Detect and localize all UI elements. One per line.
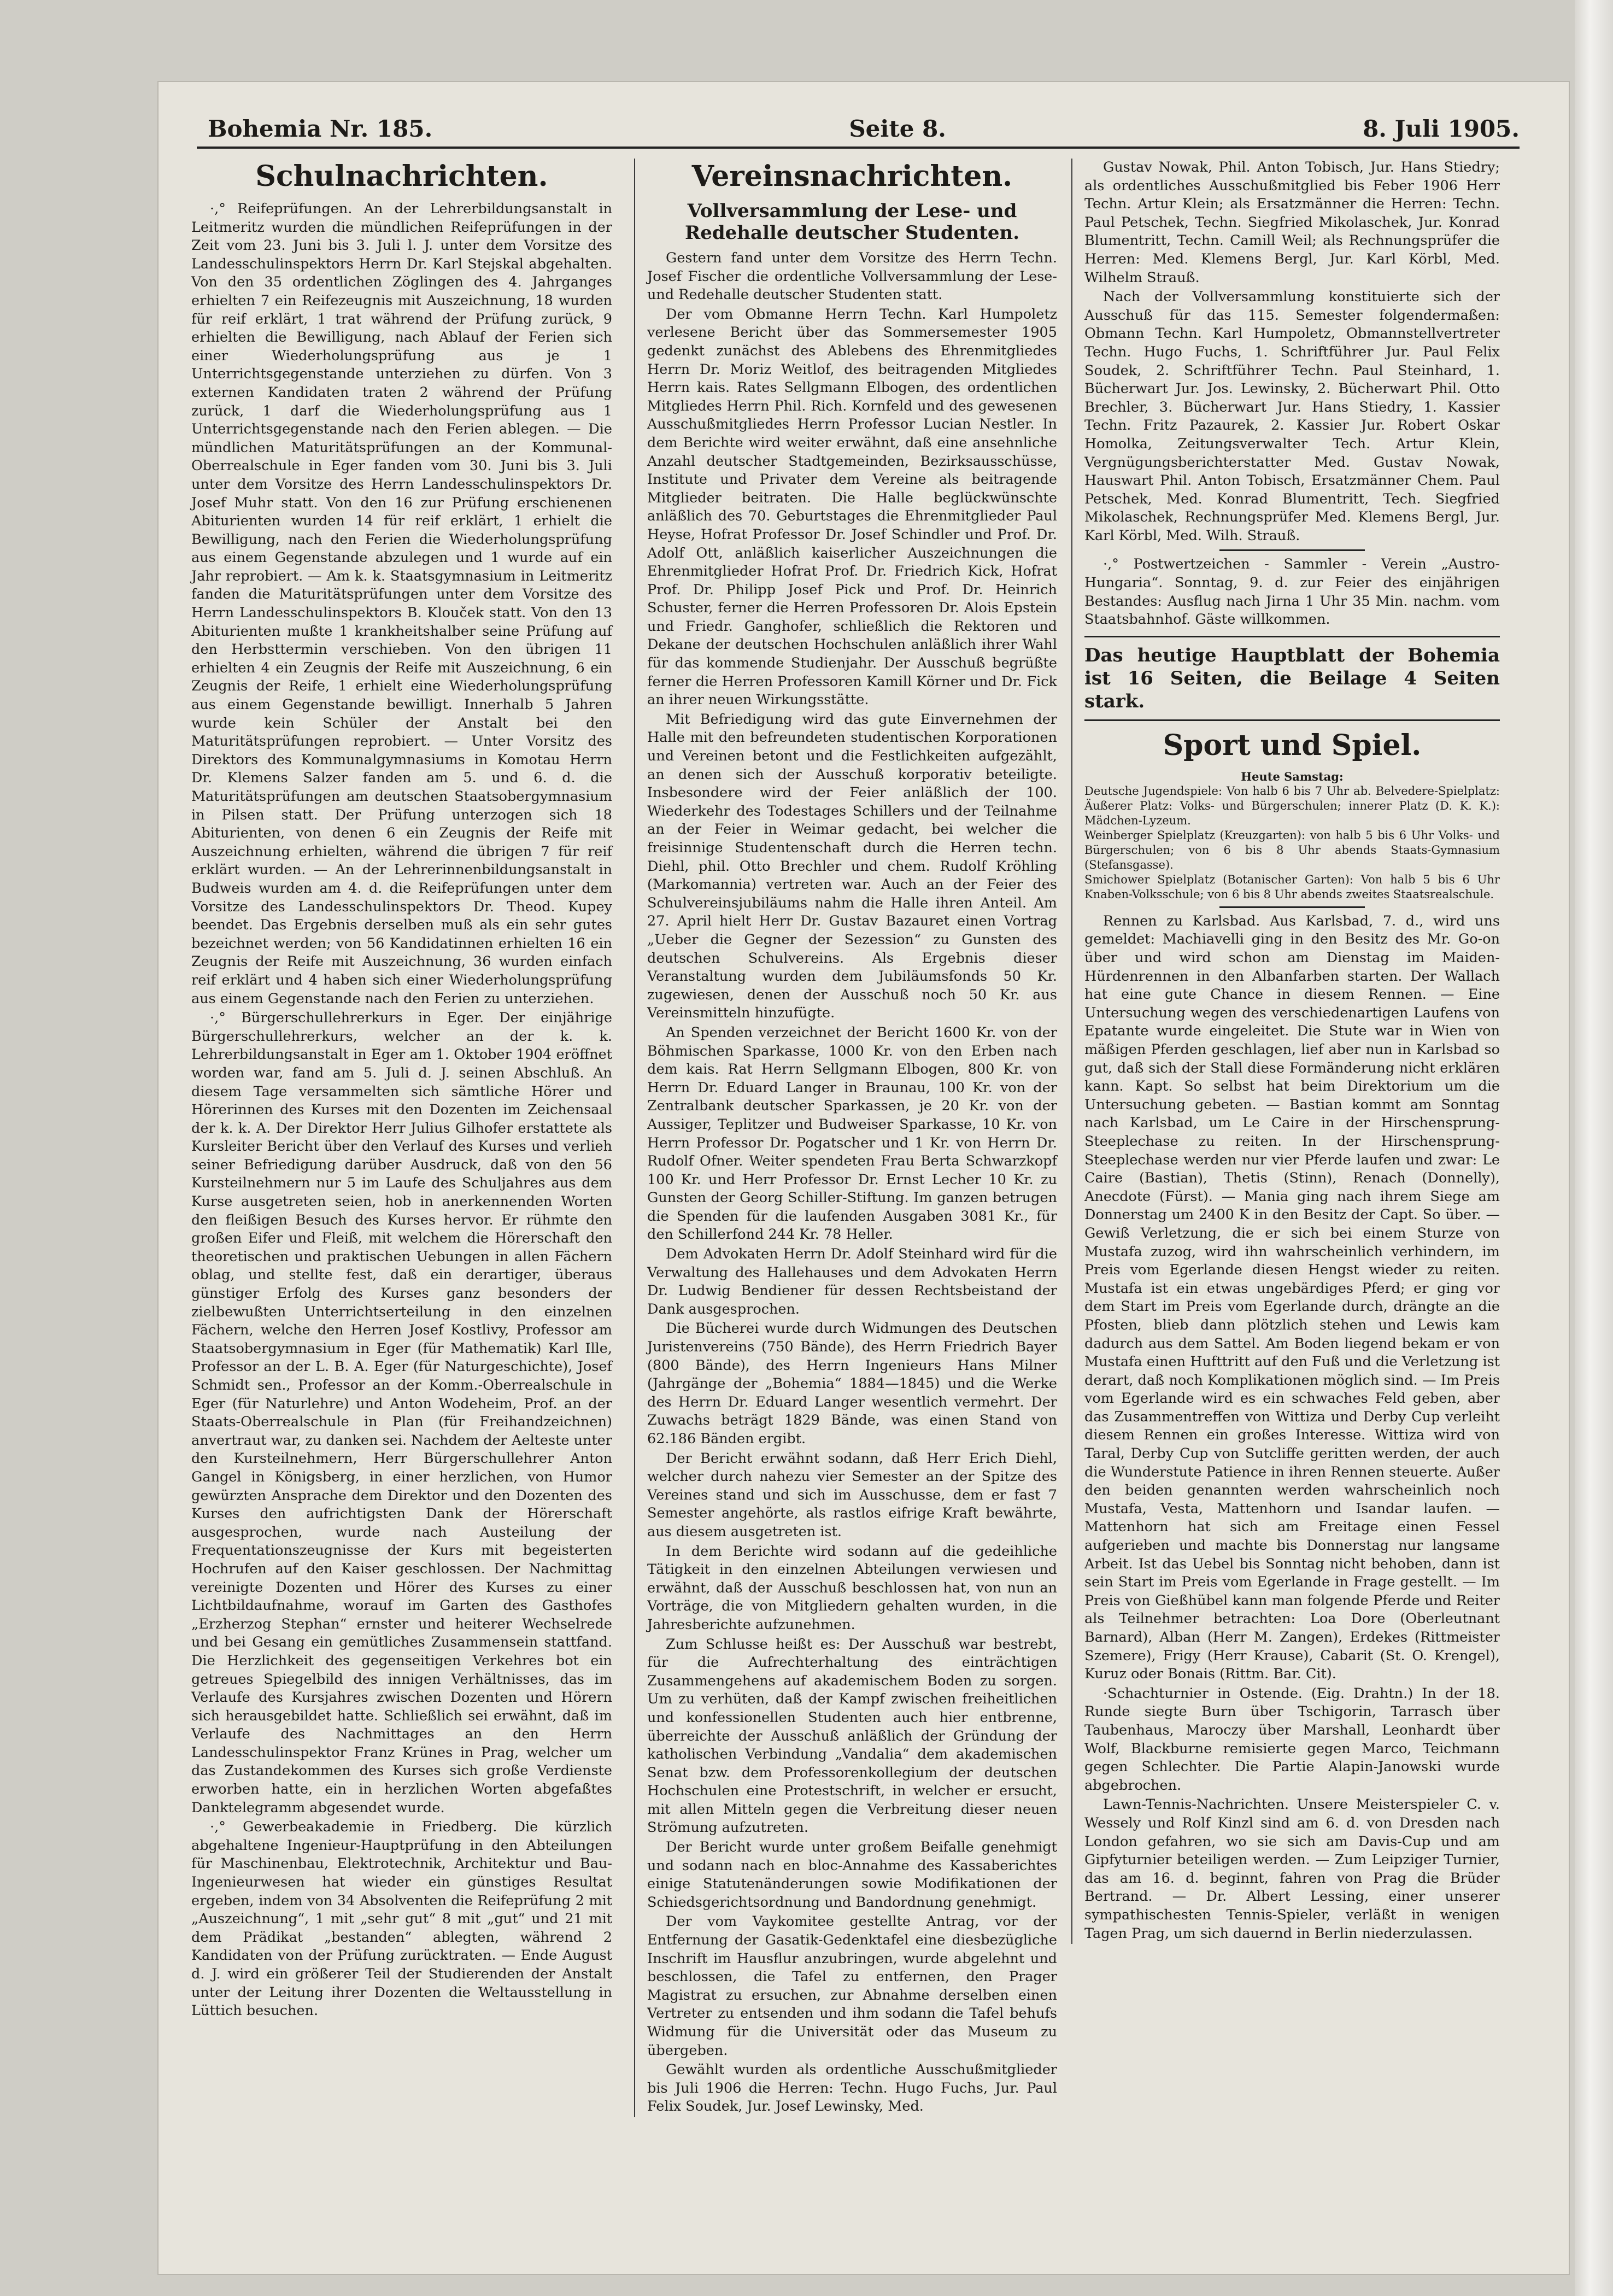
paragraph: Mit Befriedigung wird das gute Einvernehmen der Halle mit den befreundeten studentischen Korporationen und Vereinen betont und die Festlichkeiten aufgezählt, an denen sich der Ausschuß korporativ beteiligte. Insbesondere wird der Feier anläßlich der 100. Wiederkehr des Todestages Schillers und der Teilnahme an der Feier in Weimar gedacht, bei welcher die freisinnige Studentenschaft durch die Herren techn. Diehl, phil. Otto Brechler und chem. Rudolf Kröhling (Markomannia) vertreten war. Auch an der Feier des Schulvereinsjubiläums nahm die Halle ihren Anteil. Am 27. April hielt Herr Dr. Gustav Bazauret einen Vortrag „Ueber die Gegner der Sezession“ zu Gunsten des deutschen Schulvereins. Als Ergebnis dieser Veranstaltung wurden dem Jubiläumsfonds 50 Kr. zugewiesen, denen der Ausschuß noch 50 Kr. aus Vereinsmitteln hinzufügte. bbox=[647, 711, 1057, 1022]
section-title-sport: Sport und Spiel. bbox=[1163, 728, 1422, 762]
column-school-news bbox=[191, 159, 612, 2022]
column-sport bbox=[1071, 159, 1500, 1944]
divider bbox=[1084, 636, 1500, 637]
article-reifepruefungen: ·,° Reifeprüfungen. An der Lehrerbildungsanstalt in Leitmeritz wurden die mündlichen Reifeprüfungen in der Zeit vom 23. Juni bis 3. Juli l. J. unter dem Vorsitze des Landesschulinspektors Herrn Dr. Karl Stejskal abgehalten. Von den 35 ordentlichen Zöglingen des 4. Jahrganges erhielten 7 ein Reifezeugnis mit Auszeichnung, 18 wurden für reif erklärt, 1 trat während der Prüfung zurück, 9 erhielten die Bewilligung, nach Ablauf der Ferien sich einer Wiederholungsprüfung aus je 1 Unterrichtsgegenstande unterziehen zu dürfen. Von 3 externen Kandidaten traten 2 während der Prüfung zurück, 1 darf die Wiederholungsprüfung aus 1 Unterrichtsgegenstande nach den Ferien ablegen. — Die mündlichen Maturitätsprüfungen an der Kommunal-Oberrealschule in Eger fanden vom 30. Juni bis 3. Juli unter dem Vorsitze des Herrn Landesschulinspektors Dr. Josef Muhr statt. Von den 16 zur Prüfung erschienenen Abiturienten wurden 14 für reif erklärt, 1 erhielt die Bewilligung, nach den Ferien die Wiederholungsprüfung aus einem Gegenstande abzulegen und 1 wurde auf ein Jahr reprobiert. — Am k. k. Staatsgymnasium in Leitmeritz fanden die Maturitätsprüfungen unter dem Vorsitze des Herrn Landesschulinspektors B. Klouček statt. Von den 13 Abiturienten mußte 1 krankheitshalber seine Prüfung auf den Herbsttermin verschieben. Von den übrigen 11 erhielten 4 ein Zeugnis der Reife mit Auszeichnung, 6 ein Zeugnis der Reife, 1 erhielt eine Wiederholungsprüfung aus einem Gegenstande bewilligt. Innerhalb 5 Jahren wurde kein Schüler der Anstalt bei den Maturitätsprüfungen reprobiert. — Unter Vorsitz des Direktors des Kommunalgymnasiums in Komotau Herrn Dr. Klemens Salzer fanden am 5. und 6. d. die Maturitätsprüfungen am deutschen Staatsobergymnasium in Pilsen statt. Der Prüfung unterzogen sich 18 Abiturienten, von denen 6 ein Zeugnis der Reife mit Auszeichnung erhielten, während die übrigen 7 für reif erklärt wurden. — An der Lehrerinnenbildungsanstalt in Budweis wurden am 4. d. die Reifeprüfungen unter dem Vorsitze des Landesschulinspektors Dr. Theod. Kupey beendet. Das Ergebnis derselben muß als ein sehr gutes bezeichnet werden; von 56 Kandidatinnen erhielten 16 ein Zeugnis der Reife mit Auszeichnung, 36 wurden einfach reif erklärt und 4 haben sich einer Wiederholungsprüfung aus einem Gegenstande nach den Ferien zu unterziehen. bbox=[191, 201, 612, 1007]
paragraph: Die Bücherei wurde durch Widmungen des Deutschen Juristenvereins (750 Bände), des Herrn Friedrich Bayer (800 Bände), des Herrn Ingenieurs Hans Milner (Jahrgänge der „Bohemia“ 1884—1845) und die Werke des Herrn Dr. Eduard Langer wesentlich vermehrt. Der Zuwachs beträgt 1829 Bände, was einen Stand von 62.186 Bänden ergibt. bbox=[647, 1320, 1057, 1447]
article-gewerbeakademie: ·,° Gewerbeakademie in Friedberg. Die kürzlich abgehaltene Ingenieur-Hauptprüfung in den Abteilungen für Maschinenbau, Elektrotechnik, Architektur und Bau-Ingenieurwesen hat wieder ein günstiges Resultat ergeben, indem von 34 Absolventen die Reifeprüfung 2 mit „Auszeichnung“, 1 mit „sehr gut“ 8 mit „gut“ und 21 mit dem Prädikat „bestanden“ ablegten, während 2 Kandidaten von der Prüfung zurücktraten. — Ende August d. J. wird ein größerer Teil der Studierenden der Anstalt unter der Leitung ihrer Dozenten die Weltausstellung in Lüttich besuchen. bbox=[191, 1819, 612, 2019]
paragraph: An Spenden verzeichnet der Bericht 1600 Kr. von der Böhmischen Sparkasse, 1000 Kr. von den Erben nach dem kais. Rat Herrn Sellgmann Elbogen, 800 Kr. von Herrn Dr. Eduard Langer in Braunau, 100 Kr. von der Zentralbank deutscher Sparkassen, je 20 Kr. von der Aussiger, Teplitzer und Budweiser Sparkasse, 10 Kr. von Herrn Professor Dr. Pogatscher und 1 Kr. von Herrn Dr. Rudolf Ofner. Weiter spendeten Frau Berta Schwarzkopf 100 Kr. und Herr Professor Dr. Ernst Lecher 10 Kr. zu Gunsten der Georg Schiller-Stiftung. Im ganzen betrugen die Spenden für die laufenden Ausgaben 3081 Kr., für den Schillerfond 244 Kr. 78 Heller. bbox=[647, 1024, 1057, 1243]
divider bbox=[1219, 549, 1365, 551]
paragraph: Der vom Obmanne Herrn Techn. Karl Humpoletz verlesene Bericht über das Sommersemester 1905 gedenkt zunächst des Ablebens des Ehrenmitgliedes Herrn Dr. Moriz Weitlof, des beitragenden Mitgliedes Herrn kais. Rates Sellgmann Elbogen, des ordentlichen Mitgliedes Herrn Phil. Rich. Kornfeld und des gewesenen Ausschußmitgliedes Herrn Professor Lucian Nestler. In dem Berichte wird weiter erwähnt, daß eine ansehnliche Anzahl deutscher Stadtgemeinden, Bezirksausschüsse, Institute und Privater dem Vereine als beitragende Mitglieder beitraten. Die Halle beglückwünschte anläßlich des 70. Geburtstages die Ehrenmitglieder Paul Heyse, Hofrat Professor Dr. Josef Schindler und Prof. Dr. Adolf Ott, anläßlich kaiserlicher Auszeichnungen die Ehrenmitglieder Hofrat Prof. Dr. Friedrich Kick, Hofrat Prof. Dr. Philipp Josef Pick und Prof. Dr. Heinrich Schuster, ferner die Herren Professoren Dr. Alois Epstein und Friedr. Ganghofer, schließlich die Rektoren und Dekane der deutschen Hochschulen anläßlich ihrer Wahl für das kommende Studienjahr. Der Ausschuß begrüßte ferner die Herren Professoren Kamill Körner und Dr. Fick an ihrer neuen Wirkungsstätte. bbox=[647, 306, 1057, 708]
header-date: 8. Juli 1905. bbox=[1363, 115, 1520, 142]
paragraph: Gewählt wurden als ordentliche Ausschußmitglieder bis Juli 1906 die Herren: Techn. Hugo Fuchs, Jur. Paul Felix Soudek, Jur. Josef Lewinsky, Med. bbox=[647, 2061, 1057, 2115]
notice-page-count: Das heutige Hauptblatt der Bohemia ist 16 Seiten, die Beilage 4 Seiten stark. bbox=[1084, 644, 1500, 712]
schedule-heading: Heute Samstag: bbox=[1241, 769, 1344, 783]
paragraph: Der Bericht erwähnt sodann, daß Herr Erich Diehl, welcher durch nahezu vier Semester an der Spitze des Vereines stand und sich im Ausschusse, dem er fast 7 Semester angehörte, als rastlos eifrige Kraft bewährte, aus diesem ausgetreten ist. bbox=[647, 1450, 1057, 1540]
article-postwertzeichen: ·,° Postwertzeichen - Sammler - Verein „Austro-Hungaria“. Sonntag, 9. d. zur Feier des einjährigen Bestandes: Ausflug nach Jirna 1 Uhr 35 Min. nachm. vom Staatsbahnhof. Gäste willkommen. bbox=[1084, 556, 1500, 628]
divider bbox=[1084, 719, 1500, 721]
paragraph: Dem Advokaten Herrn Dr. Adolf Steinhard wird für die Verwaltung des Hallehauses und dem Advokaten Herrn Dr. Ludwig Bendiener für dessen Rechtsbeistand der Dank ausgesprochen. bbox=[647, 1246, 1057, 1317]
paragraph: Der vom Vaykomitee gestellte Antrag, vor der Entfernung der Gasatik-Gedenktafel eine diesbezügliche Inschrift im Hausflur anzubringen, wurde abgelehnt und beschlossen, die Tafel zu entfernen, den Prager Magistrat zu ersuchen, zur Abnahme derselben einen Vertreter zu entsenden und ihm sodann die Tafel behufs Widmung für die Universität oder das Museum zu übergeben. bbox=[647, 1913, 1057, 2059]
paragraph: Der Bericht wurde unter großem Beifalle genehmigt und sodann nach en bloc-Annahme des Kassaberichtes einige Statutenänderungen sowie Modifikationen der Schiedsgerichtsordnung und Bandordnung genehmigt. bbox=[647, 1839, 1057, 1911]
article-buergerschullehrerkurs: ·,° Bürgerschullehrerkurs in Eger. Der einjährige Bürgerschullehrerkurs, welcher an der k. k. Lehrerbildungsanstalt in Eger am 1. Oktober 1904 eröffnet worden war, fand am 5. Juli d. J. seinen Abschluß. An diesem Tage versammelten sich sämtliche Hörer und Hörerinnen des Kurses mit den Dozenten im Zeichensaal der k. k. A. Der Direktor Herr Julius Gilhofer erstattete als Kursleiter Bericht über den Verlauf des Kurses und verlieh seiner Befriedigung darüber Ausdruck, daß von den 56 Kursteilnehmern nur 5 im Laufe des Schuljahres aus dem Kurse ausgetreten seien, hob in anerkennenden Worten den fleißigen Besuch des Kurses hervor. Er rühmte den großen Eifer und Fleiß, mit welchem die Hörerschaft den theoretischen und praktischen Uebungen in allen Fächern oblag, und stellte fest, daß ein derartiger, überaus günstiger Erfolg des Kurses ganz besonders der zielbewußten Unterrichtserteilung in den einzelnen Fächern, welche den Herren Josef Kostlivy, Professor am Staatsobergymnasium in Eger (für Mathematik) Karl Ille, Professor an der L. B. A. Eger (für Naturgeschichte), Josef Schmidt sen., Professor an der Komm.-Oberrealschule in Eger (für Naturlehre) und Anton Wodeheim, Prof. an der Staats-Oberrealschule in Plan (für Freihandzeichnen) anvertraut war, zu danken sei. Nachdem der Aelteste unter den Kursteilnehmern, Herr Bürgerschullehrer Anton Gangel in Königsberg, in einer herzlichen, von Humor gewürzten Ansprache dem Direktor und den Dozenten des Kurses den aufrichtigsten Dank der Hörerschaft ausgesprochen, wurde nach Austeilung der Frequentationszeugnisse der Kurs mit begeisterten Hochrufen auf den Kaiser geschlossen. Der Nachmittag vereinigte Dozenten und Hörer des Kurses zu einer Lichtbildaufnahme, worauf im Garten des Gasthofes „Erzherzog Stephan“ ernster und heiterer Wechselrede und bei Gesang ein gemütliches Zusammensein stattfand. Die Herzlichkeit des gegenseitigen Verkehres bot ein getreues Spiegelbild des innigen Verhältnisses, das im Verlaufe des Kursjahres zwischen Dozenten und Hörern sich herausgebildet hatte. Schließlich sei erwähnt, daß im Verlaufe des Nachmittages an den Herrn Landesschulinspektor Franz Krünes in Prag, welcher um das Zustandekommen des Kurses sich große Verdienste erworben hatte, ein in herzlichen Worten abgefaßtes Danktelegramm abgesendet wurde. bbox=[191, 1010, 612, 1816]
article-rennen-karlsbad: Rennen zu Karlsbad. Aus Karlsbad, 7. d., wird uns gemeldet: Machiavelli ging in den Besitz des Mr. Go-on über und wird schon am Dienstag im Maiden-Hürdenrennen in den Albanfarben starten. Der Wallach hat eine gute Chance in diesem Rennen. — Eine Untersuchung wegen des verschiedenartigen Laufens von Epatante wurde eingeleitet. Die Stute war in Wien von mäßigen Pferden geschlagen, lief aber nun in Karlsbad so gut, daß sich der Stall diese Formänderung nicht erklären kann. Kapt. So selbst hat beim Direktorium um die Untersuchung gebeten. — Bastian kommt am Sonntag nach Karlsbad, um Le Caire in der Hirschensprung-Steeplechase zu reiten. In der Hirschensprung-Steeplechase werden nur vier Pferde laufen und zwar: Le Caire (Bastian), Thetis (Stinn), Renach (Donnelly), Anecdote (Fürst). — Mania ging nach ihrem Siege am Donnerstag um 2400 K in den Besitz der Capt. So über. — Gewiß Verletzung, die er sich bei einem Sturze von Mustafa zuzog, wird ihn wahrscheinlich verhindern, im Preis vom Egerlande diesen Hengst wieder zu reiten. Mustafa ist ein etwas ungebärdiges Pferd; er ging vor dem Start im Preis vom Egerlande durch, drängte an die Pfosten, blieb dann plötzlich stehen und Lewis kam dadurch aus dem Sattel. Am Boden liegend bekam er von Mustafa einen Hufttritt auf den Fuß und die Verletzung ist derart, daß noch Komplikationen möglich sind. — Im Preis vom Egerlande wird es ein schwaches Feld geben, aber das Zusammentreffen von Wittiza und Derby Cup verleiht diesem Rennen ein großes Interesse. Wittiza wird von Taral, Derby Cup von Sutcliffe geritten werden, der auch die Wunderstute Patience in ihren Rennen steuerte. Außer den beiden genannten werden wahrscheinlich noch Mustafa, Vesta, Mattenhorn und Isandar laufen. — Mattenhorn hat sich am Freitage einen Fessel aufgerieben und machte bis Donnerstag nur langsame Arbeit. Ist das Uebel bis Sonntag nicht behoben, dann ist sein Start im Preis vom Egerlande in Frage gestellt. — Im Preis von Gießhübel kann man folgende Pferde und Reiter als Teilnehmer betrachten: Loa Dore (Oberleutnant Barnard), Alban (Herr M. Zangen), Erdekes (Rittmeister Szemere), Frigy (Herr Krause), Cabarit (St. O. Krengel), Kuruz oder Bonais (Rittm. Bar. Cit). bbox=[1084, 912, 1500, 1683]
schedule-item: Weinberger Spielplatz (Kreuzgarten): von halb 5 bis 6 Uhr Volks- und Bürgerschulen; von 6 bis 8 Uhr abends Staats-Gymnasium (Stefansgasse). bbox=[1084, 828, 1500, 871]
schedule-item: Smichower Spielplatz (Botanischer Garten): Von halb 5 bis 6 Uhr Knaben-Volksschule; von 6 bis 8 Uhr abends zweites Staatsrealschule. bbox=[1084, 872, 1500, 901]
paragraph: Nach der Vollversammlung konstituierte sich der Ausschuß für das 115. Semester folgendermaßen: Obmann Techn. Karl Humpoletz, Obmannstellvertreter Techn. Hugo Fuchs, 1. Schriftführer Jur. Paul Felix Soudek, 2. Schriftführer Techn. Paul Steinhard, 1. Bücherwart Jur. Jos. Lewinsky, 2. Bücherwart Phil. Otto Brechler, 3. Bücherwart Jur. Hans Stiedry, 1. Kassier Techn. Fritz Pazaurek, 2. Kassier Jur. Robert Oskar Homolka, Zeitungsverwalter Tech. Artur Klein, Vergnügungsberichterstatter Med. Gustav Nowak, Hauswart Phil. Anton Tobisch, Ersatzmänner Chem. Paul Petschek, Med. Konrad Blumentritt, Tech. Siegfried Mikolaschek, Rechnungsprüfer Med. Klemens Bergl, Jur. Karl Körbl, Med. Wilh. Strauß. bbox=[1084, 289, 1500, 544]
paper-edge bbox=[1575, 0, 1613, 2296]
header-publication: Bohemia Nr. 185. bbox=[208, 115, 433, 142]
paragraph: Gustav Nowak, Phil. Anton Tobisch, Jur. Hans Stiedry; als ordentliches Ausschußmitglied bis Feber 1906 Herr Techn. Artur Klein; als Ersatzmänner die Herren: Techn. Paul Petschek, Techn. Siegfried Mikolaschek, Jur. Konrad Blumentritt, Techn. Camill Weil; als Rechnungsprüfer die Herren: Med. Klemens Bergl, Jur. Karl Körbl, Med. Wilhelm Strauß. bbox=[1084, 159, 1500, 286]
paragraph: Zum Schlusse heißt es: Der Ausschuß war bestrebt, für die Aufrechterhaltung des einträchtigen Zusammengehens auf akademischem Boden zu sorgen. Um zu verhüten, daß der Kampf zwischen freiheitlichen und konfessionellen Studenten auch hier entbrenne, überreichte der Ausschuß anläßlich der Gründung der katholischen Verbindung „Vandalia“ dem akademischen Senat bzw. dem Professorenkollegium der deutschen Hochschulen eine Protestschrift, in welcher er ersucht, mit allen Mitteln gegen die Verbreitung dieser neuen Strömung aufzutreten. bbox=[647, 1636, 1057, 1836]
paragraph: Gestern fand unter dem Vorsitze des Herrn Techn. Josef Fischer die ordentliche Vollversammlung der Lese- und Redehalle deutscher Studenten statt. bbox=[647, 250, 1057, 303]
article-schachturnier: ·Schachturnier in Ostende. (Eig. Drahtn.) In der 18. Runde siegte Burn über Tschigorin, Tarrasch über Taubenhaus, Maroczy über Marshall, Leonhardt über Wolf, Blackburne remisierte gegen Marco, Teichmann gegen Schlechter. Die Partie Alapin-Janowski wurde abgebrochen. bbox=[1084, 1685, 1500, 1794]
paragraph: In dem Berichte wird sodann auf die gedeihliche Tätigkeit in den einzelnen Abteilungen verwiesen und erwähnt, daß der Ausschuß beschlossen hat, von nun an Vorträge, die von Mitgliedern gehalten wurden, in die Jahresberichte aufzunehmen. bbox=[647, 1543, 1057, 1633]
section-title-club-news: Vereinsnachrichten. bbox=[691, 160, 1013, 193]
newspaper-page bbox=[159, 82, 1569, 2274]
header-page-number: Seite 8. bbox=[849, 115, 946, 142]
schedule-item: Deutsche Jugendspiele: Von halb 6 bis 7 Uhr ab. Belvedere-Spielplatz: Äußerer Platz: Volks- und Bürgerschulen; innerer Platz (D. K. K.): Mädchen-Lyzeum. bbox=[1084, 784, 1500, 827]
column-club-news bbox=[634, 159, 1057, 2117]
page-header bbox=[208, 104, 1520, 142]
section-title-school-news: Schulnachrichten. bbox=[255, 160, 548, 193]
divider bbox=[1219, 906, 1365, 908]
article-lawn-tennis: Lawn-Tennis-Nachrichten. Unsere Meisterspieler C. v. Wessely und Rolf Kinzl sind am 6. d. von Dresden nach London gefahren, wo sie sich am Davis-Cup und am Gipfyturnier beteiligen werden. — Zum Leipziger Turnier, das am 16. d. beginnt, fahren von Prag die Brüder Bertrand. — Dr. Albert Lessing, einer unserer sympathischesten Tennis-Spieler, verläßt in wenigen Tagen Prag, um sich dauernd in Berlin niederzulassen. bbox=[1084, 1796, 1500, 1942]
header-rule bbox=[197, 147, 1520, 149]
article-title-vollversammlung: Vollversammlung der Lese- und Redehalle deutscher Studenten. bbox=[684, 200, 1020, 244]
